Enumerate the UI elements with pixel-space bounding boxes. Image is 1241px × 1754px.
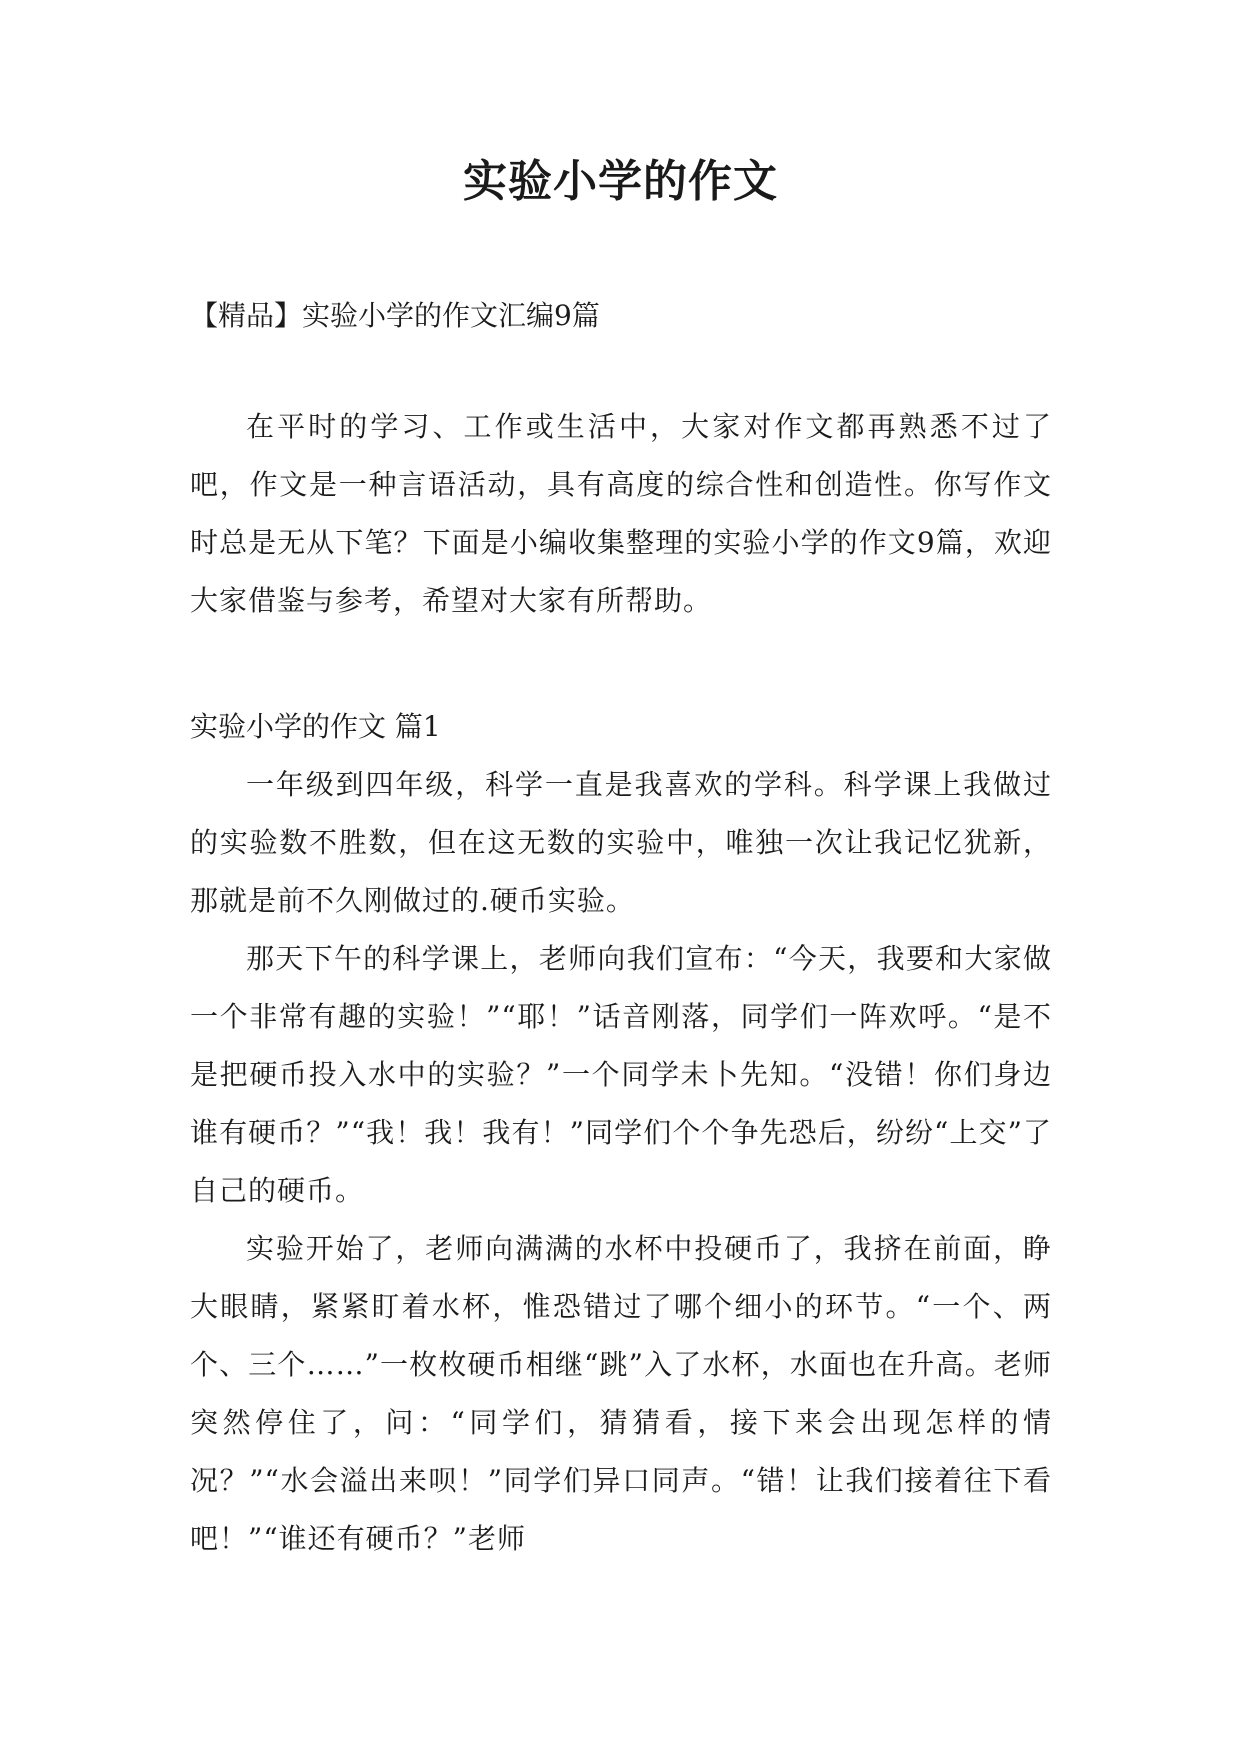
document-subtitle: 【精品】实验小学的作文汇编9篇 xyxy=(190,299,600,332)
document-title: 实验小学的作文 xyxy=(463,156,778,207)
body-paragraph-3: 实验开始了，老师向满满的水杯中投硬币了，我挤在前面，睁大眼睛，紧紧盯着水杯，惟恐错过了哪个细小的环节。“一个、两个、三个……”一枚枚硬币相继“跳”入了水杯，水面也在升高。老师突然停住了，问：“同学们，猜猜看，接下来会出现怎样的情况？”“水会溢出来呗！”同学们异口同声。“错！让我们接着往下看吧！”“谁还有硬币？”老师 xyxy=(190,1232,1052,1555)
body-paragraph-1: 一年级到四年级，科学一直是我喜欢的学科。科学课上我做过的实验数不胜数，但在这无数的实验中，唯独一次让我记忆犹新，那就是前不久刚做过的.硬币实验。 xyxy=(190,768,1052,917)
section-heading: 实验小学的作文 篇1 xyxy=(190,710,441,743)
intro-paragraph: 在平时的学习、工作或生活中，大家对作文都再熟悉不过了吧，作文是一种言语活动，具有高度的综合性和创造性。你写作文时总是无从下笔？下面是小编收集整理的实验小学的作文9篇，欢迎大家借鉴与参考，希望对大家有所帮助。 xyxy=(190,410,1052,617)
body-paragraph-2: 那天下午的科学课上，老师向我们宣布：“今天，我要和大家做一个非常有趣的实验！”“耶！”话音刚落，同学们一阵欢呼。“是不是把硬币投入水中的实验？”一个同学未卜先知。“没错！你们身边谁有硬币？”“我！我！我有！”同学们个个争先恐后，纷纷“上交”了自己的硬币。 xyxy=(190,942,1052,1207)
